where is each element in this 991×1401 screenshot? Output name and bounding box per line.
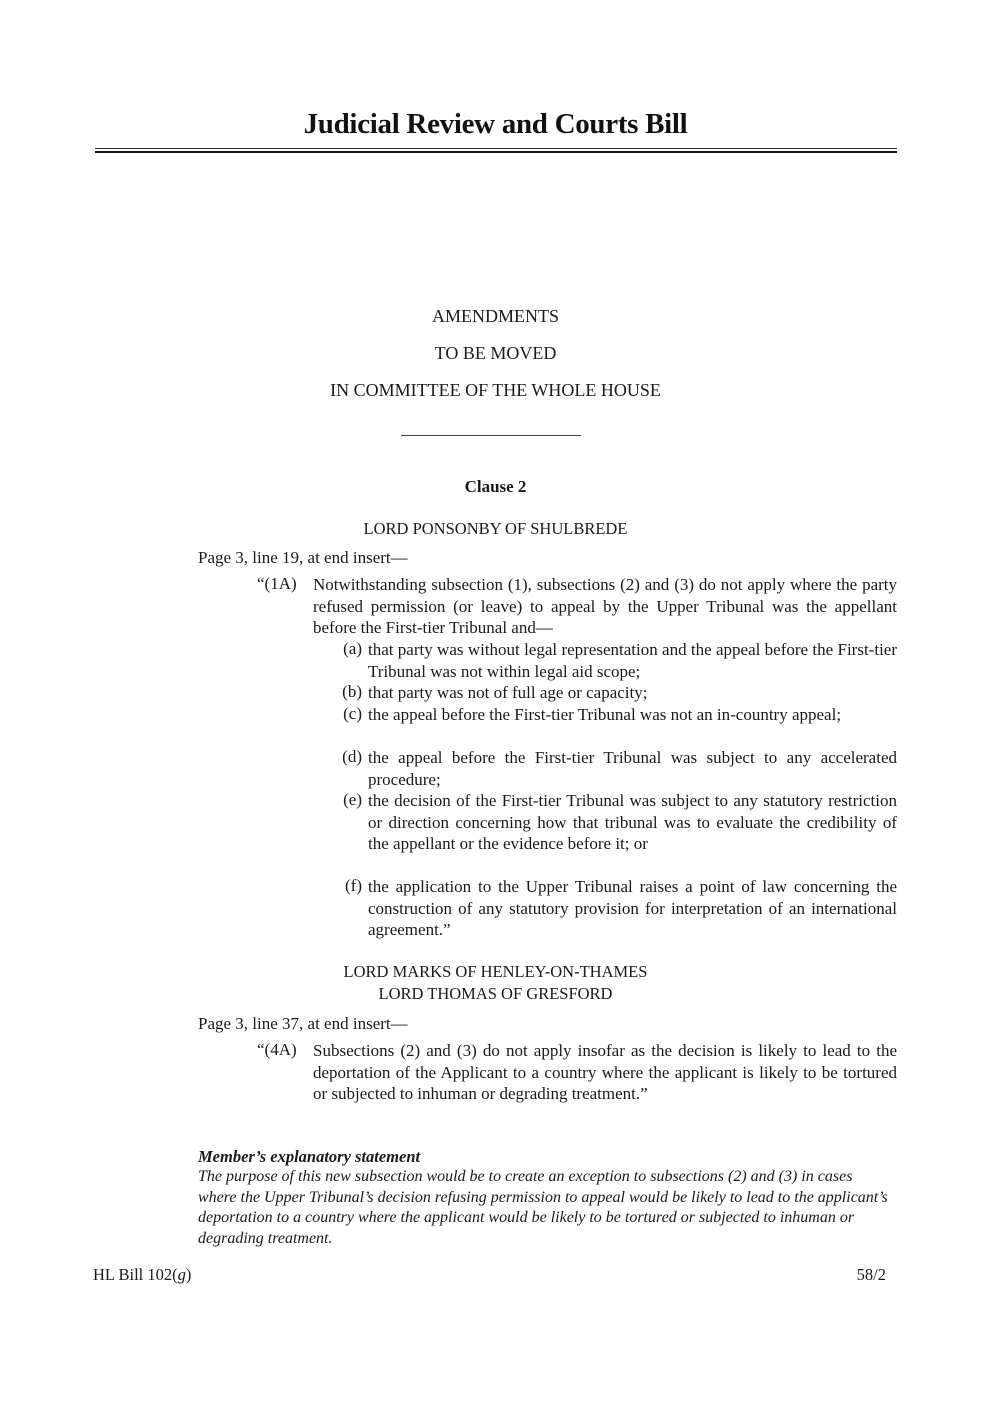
item-text: the appeal before the First-tier Tribunal was subject to any accelerated procedure; [368,748,897,789]
item-label: (a) [343,639,362,658]
bill-suffix: ) [185,1265,192,1284]
item-text: the application to the Upper Tribunal raises a point of law concerning the construction of any statutory provision for interpretation of an international agreement.” [368,877,897,939]
item-text: the appeal before the First-tier Tribunal was not an in-country appeal; [368,705,842,724]
item-label: (d) [342,747,362,766]
sponsor-name: LORD THOMAS OF GRESFORD [378,984,613,1003]
subsection-number: “(1A) [257,574,297,593]
explanatory-statement-text: The purpose of this new subsection would be to create an exception to subsections (2) and (3) in cases where the Upper Tribunal’s decision refusing permission to appeal would be likely to lead to the applicant’s deportation to a country where the applicant would be likely to be tortured or subjected to inhuman or degrading treatment. [198,1168,888,1247]
page-reference: Page 3, line 19, at end insert— [198,548,408,567]
bill-reference [93,1265,191,1285]
item-text: the decision of the First-tier Tribunal was subject to any statutory restriction or direction concerning how that tribunal was to evaluate the credibility of the appellant or the evidence before it; or [368,791,897,853]
clause-heading: Clause 2 [464,477,527,496]
section-divider [401,435,581,436]
title-rule-thin [95,148,897,149]
item-label: (c) [343,704,362,723]
item-text: that party was without legal representation and the appeal before the First-tier Tribunal was not within legal aid scope; [368,640,897,681]
item-label: (e) [343,790,362,809]
heading-to-be-moved: TO BE MOVED [434,343,557,363]
item-label: (f) [345,876,362,895]
page-reference: Page 3, line 37, at end insert— [198,1014,408,1033]
subsection-text: Notwithstanding subsection (1), subsections (2) and (3) do not apply where the party refused permission (or leave) to appeal by the Upper Tribunal was the appellant before the First-tier Tribunal and— [313,575,897,637]
sponsor-name: LORD PONSONBY OF SHULBREDE [363,519,628,538]
item-text: that party was not of full age or capacity; [368,683,648,702]
subsection-text: Subsections (2) and (3) do not apply insofar as the decision is likely to lead to the deportation of the Applicant to a country where the applicant is likely to be tortured or subjected to inhuman or degrading treatment.” [313,1041,897,1103]
bill-letter: g [177,1265,186,1284]
heading-amendments: AMENDMENTS [431,306,559,326]
heading-committee: IN COMMITTEE OF THE WHOLE HOUSE [330,380,661,400]
bill-prefix: HL Bill 102( [93,1265,178,1284]
page-number: 58/2 [856,1265,886,1284]
title-rule-thick [95,151,897,153]
subsection-number: “(4A) [257,1040,297,1059]
item-label: (b) [342,682,362,701]
sponsor-name: LORD MARKS OF HENLEY-ON-THAMES [343,962,648,981]
explanatory-statement-heading: Member’s explanatory statement [198,1147,421,1166]
document-title: Judicial Review and Courts Bill [303,108,688,140]
